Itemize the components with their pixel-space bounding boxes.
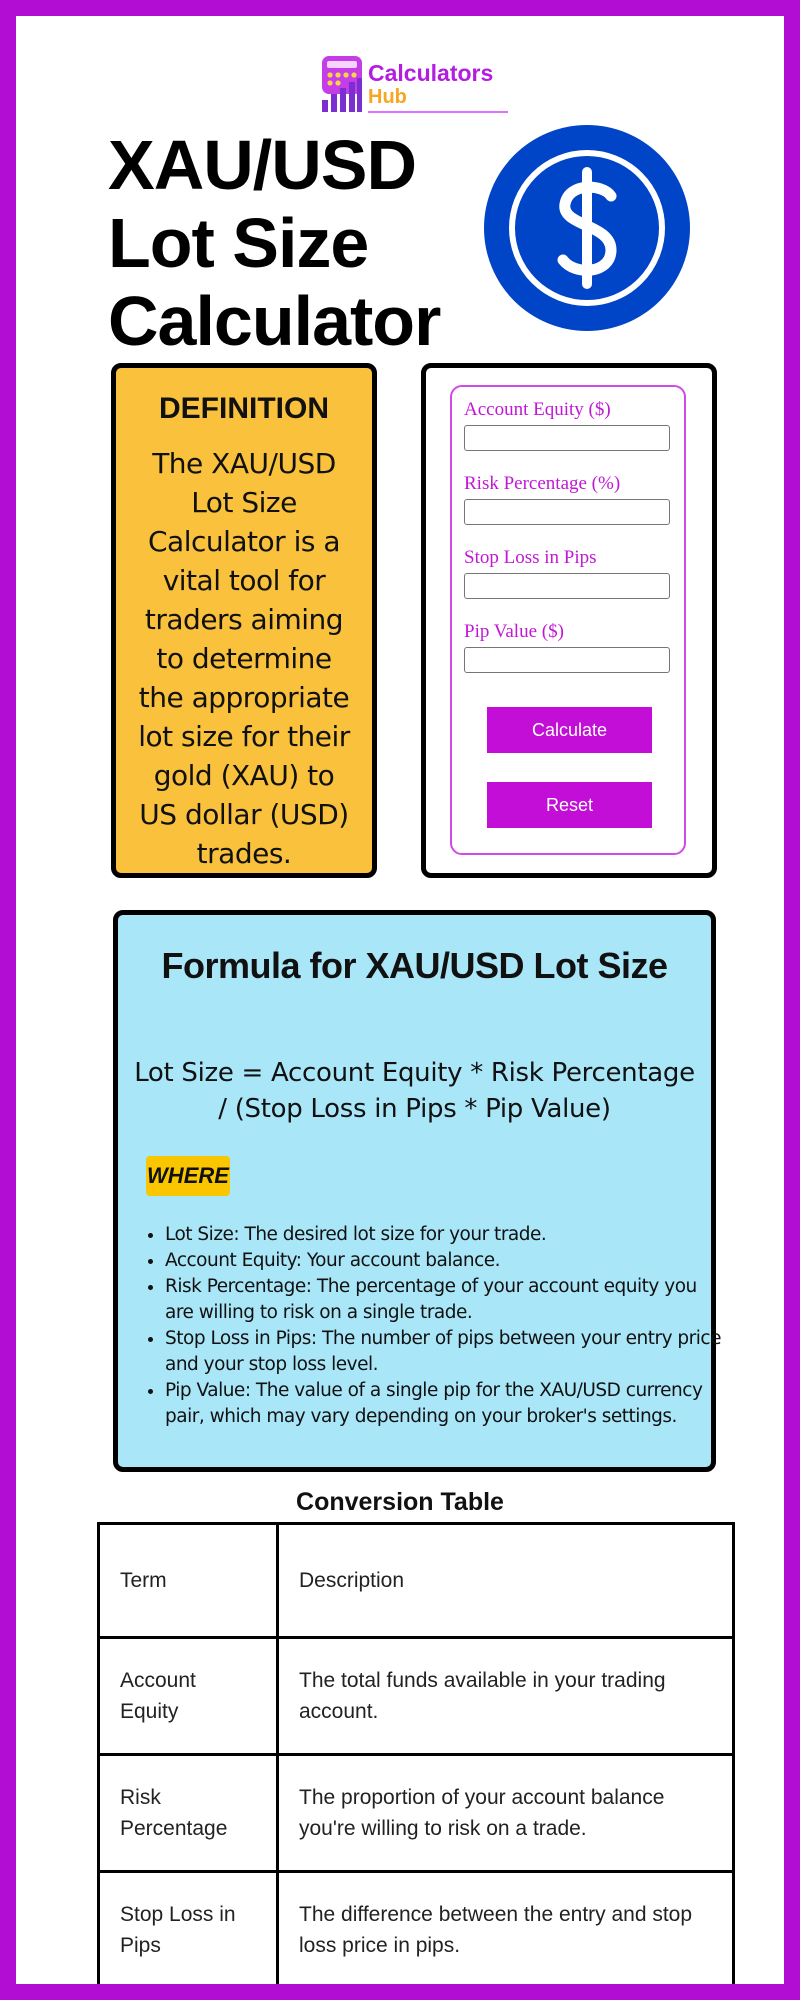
table-cell-term: Account Equity <box>99 1638 278 1755</box>
list-item: • Account Equity: Your account balance. <box>165 1248 725 1274</box>
logo-text-calculators: Calculators <box>368 60 494 86</box>
logo-text-hub: Hub <box>368 86 407 108</box>
stop-loss-label: Stop Loss in Pips <box>464 547 597 568</box>
formula-box <box>113 910 721 1472</box>
table-cell-description: The difference between the entry and stop loss price in pips. <box>278 1872 734 1989</box>
account-equity-input[interactable] <box>464 425 670 451</box>
page-title: XAU/USD Lot Size Calculator <box>108 126 441 360</box>
account-equity-group <box>464 399 674 451</box>
calculator-form <box>450 385 686 855</box>
stop-loss-input[interactable] <box>464 573 670 599</box>
table-cell-term: Stop Loss in Pips <box>99 1872 278 1989</box>
risk-percentage-input[interactable] <box>464 499 670 525</box>
table-title: Conversion Table <box>296 1488 504 1516</box>
risk-percentage-group <box>464 473 674 525</box>
list-item: • Risk Percentage: The percentage of your account equity you are willing to risk on a single trade. <box>165 1274 725 1326</box>
calculate-button[interactable]: Calculate <box>487 707 652 753</box>
pip-value-input[interactable] <box>464 647 670 673</box>
table-cell-description: The total funds available in your trading account. <box>278 1638 734 1755</box>
reset-button[interactable]: Reset <box>487 782 652 828</box>
definition-text: The XAU/USD Lot Size Calculator is a vital tool for traders aiming to determine the appropriate lot size for their gold (XAU) to US dollar (USD) trades. <box>138 447 350 870</box>
calculators-hub-logo[interactable] <box>321 56 501 114</box>
list-item: • Stop Loss in Pips: The number of pips between your entry price and your stop loss level. <box>165 1326 725 1378</box>
dollar-circle-icon <box>483 124 691 332</box>
table-row <box>99 1755 734 1872</box>
definition-heading: DEFINITION <box>159 392 329 425</box>
header-cell-term: Term <box>99 1524 278 1638</box>
pip-value-label: Pip Value ($) <box>464 621 564 642</box>
header-cell-description: Description <box>278 1524 734 1638</box>
conversion-table <box>97 1522 735 1990</box>
table-cell-description: The proportion of your account balance you're willing to risk on a trade. <box>278 1755 734 1872</box>
table-row <box>99 1638 734 1755</box>
account-equity-label: Account Equity ($) <box>464 399 611 420</box>
formula-variable-list <box>138 1222 725 1430</box>
table-row <box>99 1872 734 1989</box>
calculator-panel <box>421 363 717 878</box>
list-item: • Pip Value: The value of a single pip for the XAU/USD currency pair, which may vary depending on your broker's settings. <box>165 1378 725 1430</box>
formula-equation: Lot Size = Account Equity * Risk Percentage / (Stop Loss in Pips * Pip Value) <box>134 1058 695 1124</box>
logo-underline <box>368 111 508 113</box>
list-item: • Lot Size: The desired lot size for your trade. <box>165 1222 725 1248</box>
risk-percentage-label: Risk Percentage (%) <box>464 473 621 494</box>
definition-box <box>111 363 377 878</box>
formula-title: Formula for XAU/USD Lot Size <box>161 945 668 986</box>
where-badge: WHERE <box>146 1156 230 1196</box>
table-cell-term: Risk Percentage <box>99 1755 278 1872</box>
pip-value-group <box>464 621 674 673</box>
calculator-chart-icon <box>321 56 363 112</box>
stop-loss-group <box>464 547 674 599</box>
table-header-row <box>99 1524 734 1638</box>
